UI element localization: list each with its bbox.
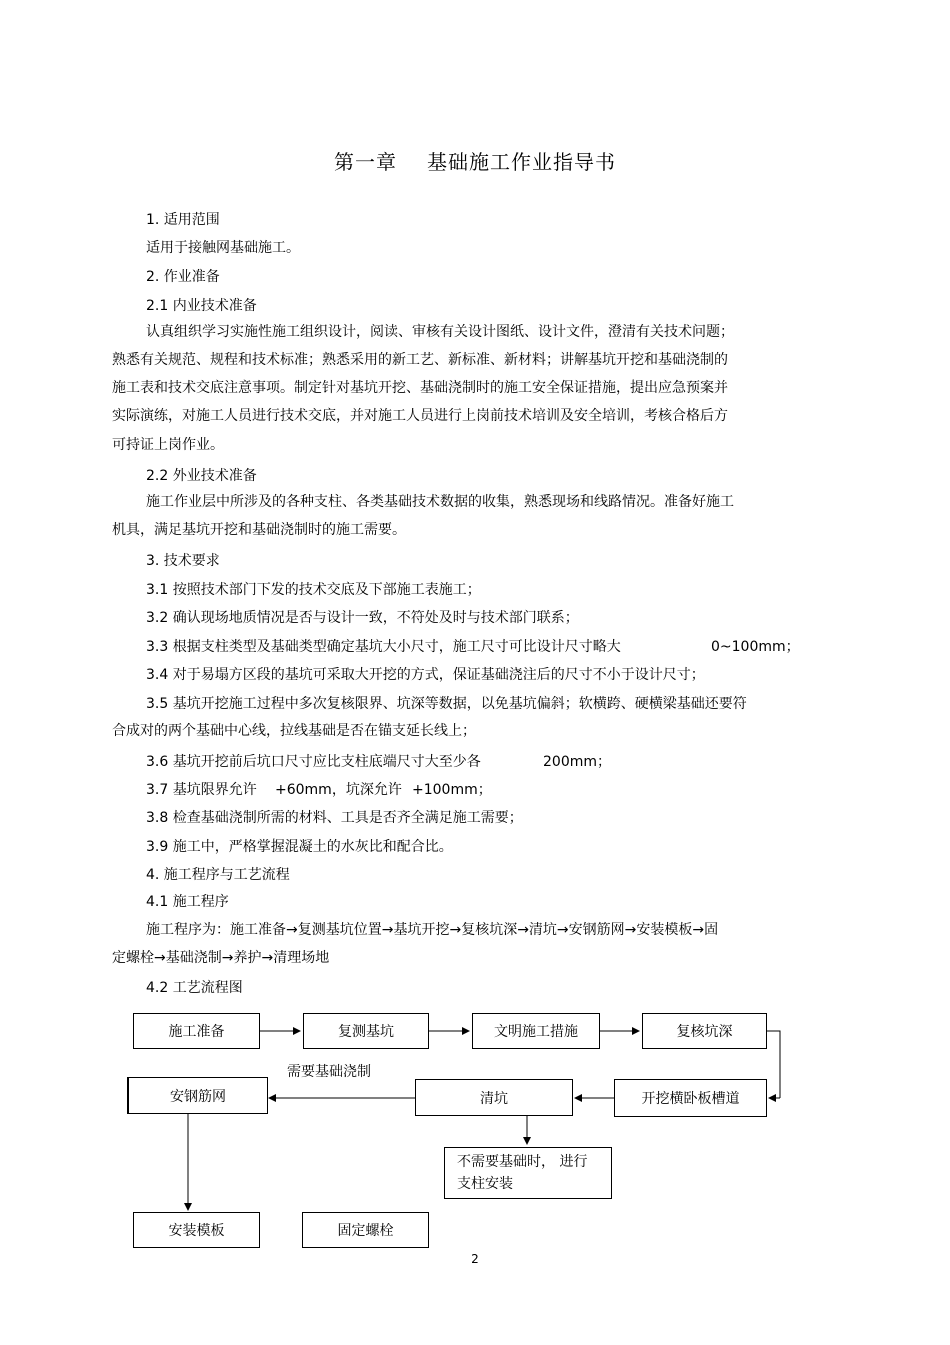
list-item: 3.5 基坑开挖施工过程中多次复核限界、坑深等数据，以免基坑偏斜；软横跨、硬横梁基础还要符 [146, 696, 747, 712]
list-item: 3.1 按照技术部门下发的技术交底及下部施工表施工； [146, 582, 481, 598]
list-item: 3.7 基坑限界允许 [146, 782, 257, 798]
flow-box-no-foundation [444, 1147, 612, 1199]
flow-box-install-formwork: 安装模板 [133, 1212, 260, 1248]
paragraph: 施工作业层中所涉及的各种支柱、各类基础技术数据的收集，熟悉现场和线路情况。准备好施工 [146, 494, 734, 510]
paragraph: 可持证上岗作业。 [112, 437, 224, 453]
page-number: 2 [471, 1252, 479, 1266]
paragraph: 熟悉有关规范、规程和技术标准；熟悉采用的新工艺、新标准、新材料；讲解基坑开挖和基础浇制的 [112, 352, 728, 368]
list-item-value: +60mm，坑深允许 [275, 782, 402, 798]
heading-internal-prep: 2.1 内业技术准备 [146, 298, 257, 314]
paragraph: 机具，满足基坑开挖和基础浇制时的施工需要。 [112, 522, 406, 538]
paragraph: 实际演练，对施工人员进行技术交底，并对施工人员进行上岗前技术培训及安全培训，考核合格后方 [112, 408, 728, 424]
list-item: 3.6 基坑开挖前后坑口尺寸应比支柱底端尺寸大至少各 [146, 754, 481, 770]
paragraph: 定螺栓→基础浇制→养护→清理场地 [112, 950, 330, 966]
flow-box-no-foundation-line1: 不需要基础时， 进行 [457, 1154, 588, 1170]
flow-box-install-rebar: 安钢筋网 [127, 1077, 268, 1114]
list-item: 3.2 确认现场地质情况是否与设计一致，不符处及时与技术部门联系； [146, 610, 579, 626]
list-item-value: 0~100mm； [711, 639, 800, 655]
list-item: 3.4 对于易塌方区段的基坑可采取大开挖的方式，保证基础浇注后的尺寸不小于设计尺寸； [146, 667, 705, 683]
heading-procedure: 4. 施工程序与工艺流程 [146, 867, 290, 883]
paragraph: 适用于接触网基础施工。 [146, 240, 300, 256]
paragraph: 施工程序为：施工准备→复测基坑位置→基坑开挖→复核坑深→清坑→安钢筋网→安装模板→固 [146, 922, 719, 938]
heading-prep: 2. 作业准备 [146, 269, 220, 285]
flow-box-no-foundation-line2: 支柱安装 [457, 1176, 513, 1192]
page-title: 第一章 基础施工作业指导书 [334, 150, 616, 174]
heading-tech-req: 3. 技术要求 [146, 553, 220, 569]
heading-construction-procedure: 4.1 施工程序 [146, 894, 229, 910]
paragraph: 认真组织学习实施性施工组织设计，阅读、审核有关设计图纸、设计文件，澄清有关技术问题； [146, 324, 734, 340]
flow-box-fix-bolts: 固定螺栓 [302, 1212, 429, 1248]
paragraph: 施工表和技术交底注意事项。制定针对基坑开挖、基础浇制时的施工安全保证措施，提出应急预案并 [112, 380, 728, 396]
list-item: 3.3 根据支柱类型及基础类型确定基坑大小尺寸，施工尺寸可比设计尺寸略大 [146, 639, 621, 655]
list-item: 3.9 施工中，严格掌握混凝土的水灰比和配合比。 [146, 839, 453, 855]
list-item: 合成对的两个基础中心线，拉线基础是否在锚支延长线上； [112, 723, 476, 739]
list-item-value: 200mm； [543, 754, 611, 770]
flow-label-need-foundation: 需要基础浇制 [287, 1064, 371, 1080]
heading-flowchart: 4.2 工艺流程图 [146, 980, 243, 996]
list-item-value: +100mm； [412, 782, 492, 798]
flow-box-construction-prep: 施工准备 [133, 1013, 260, 1049]
flow-box-civilized-measures: 文明施工措施 [472, 1013, 600, 1049]
flow-box-resurvey-pit: 复测基坑 [303, 1013, 429, 1049]
heading-external-prep: 2.2 外业技术准备 [146, 468, 257, 484]
list-item: 3.8 检查基础浇制所需的材料、工具是否齐全满足施工需要； [146, 810, 523, 826]
heading-scope: 1. 适用范围 [146, 212, 220, 228]
connector-b4-b5 [767, 1031, 780, 1098]
flow-box-clean-pit: 清坑 [415, 1079, 573, 1116]
flow-box-recheck-depth: 复核坑深 [642, 1013, 767, 1049]
flow-box-dig-crossplate-groove: 开挖横卧板槽道 [614, 1079, 767, 1117]
